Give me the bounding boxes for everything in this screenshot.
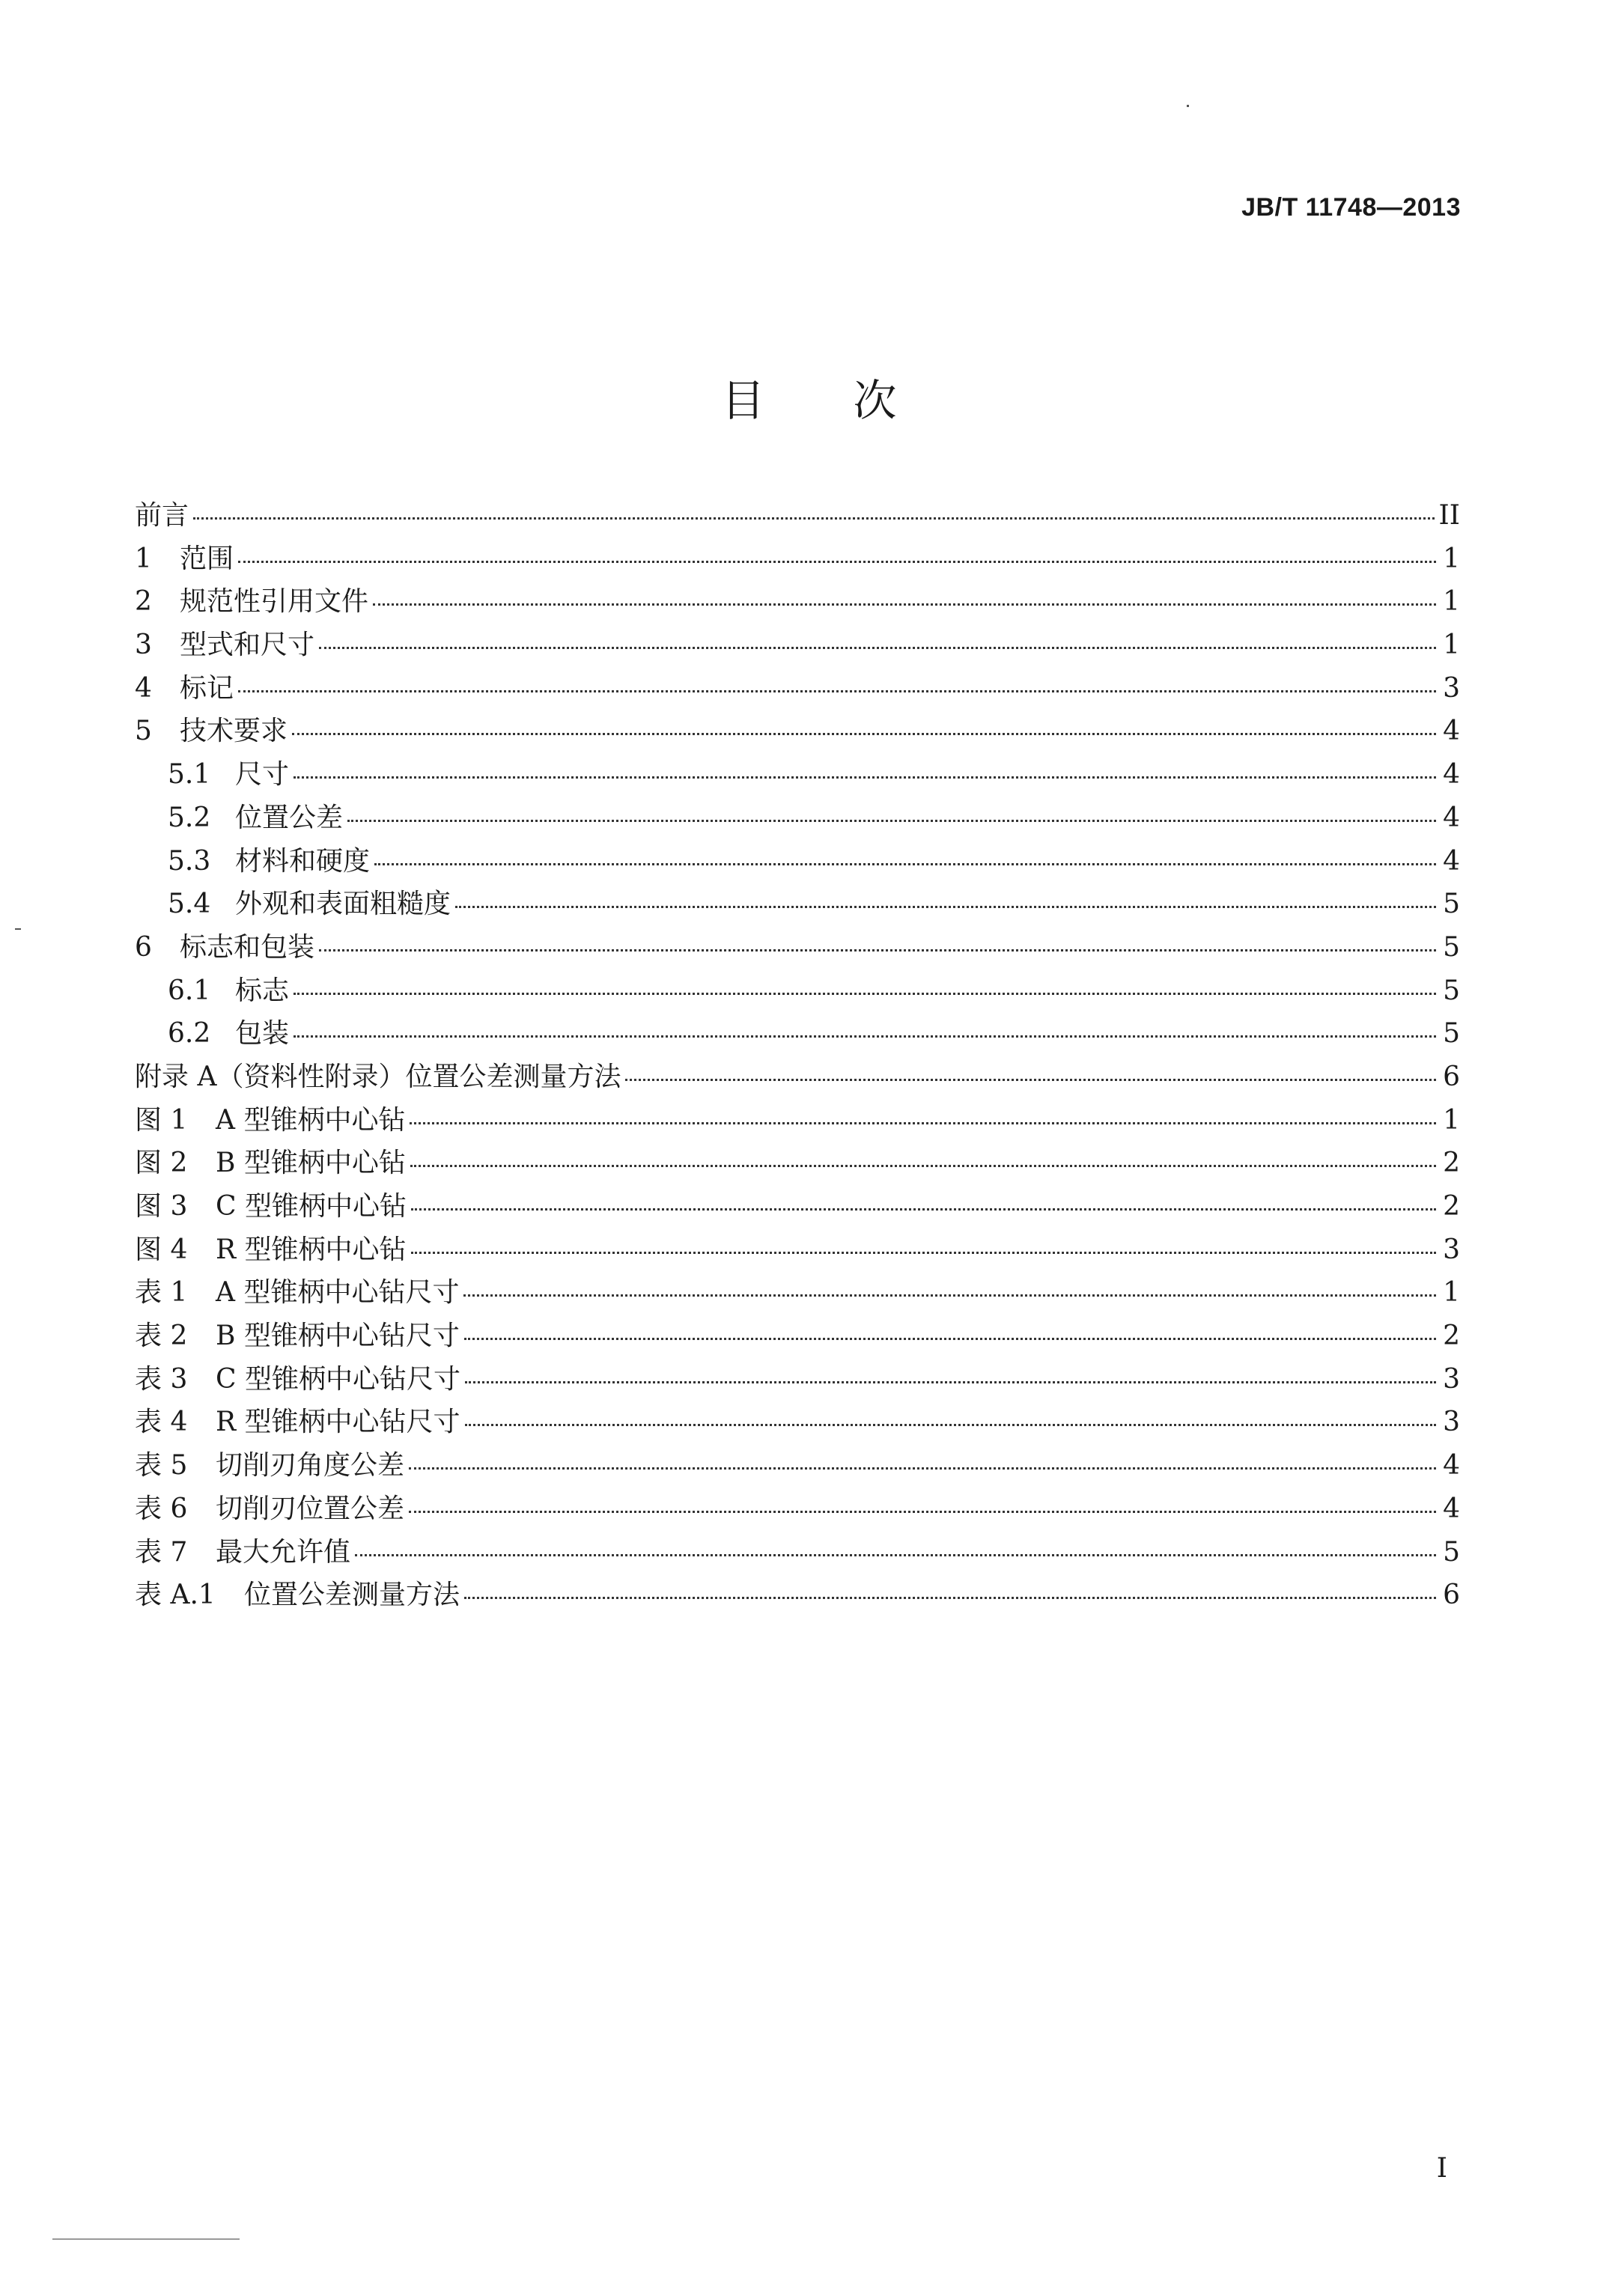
- toc-entry-label: B 型锥柄中心钻: [216, 1148, 406, 1179]
- toc-entry-label: 技术要求: [180, 716, 288, 747]
- toc-entry-label: R 型锥柄中心钻: [216, 1234, 407, 1265]
- toc-entry-label: 外观和表面粗糙度: [235, 889, 451, 920]
- dot-leader: [319, 647, 1436, 649]
- toc-entry-page: 4: [1443, 1450, 1460, 1482]
- toc-entry-number: 5.1: [168, 759, 211, 791]
- toc-entry[interactable]: [135, 1142, 1460, 1185]
- dot-leader: [464, 1338, 1436, 1340]
- toc-entry-label: 前言: [135, 500, 189, 531]
- toc-entry[interactable]: [135, 1185, 1460, 1228]
- toc-entry-label: A 型锥柄中心钻: [216, 1104, 406, 1136]
- toc-entry-number: 表 1: [135, 1277, 188, 1309]
- toc-entry-number: 图 2: [135, 1148, 188, 1179]
- toc-entry-number: 2: [135, 586, 152, 618]
- dot-leader: [411, 1252, 1436, 1254]
- toc-entry-number: 3: [135, 630, 152, 661]
- dot-leader: [294, 993, 1436, 995]
- toc-entry-page: 2: [1443, 1148, 1460, 1179]
- toc-entry-label: 附录 A（资料性附录）位置公差测量方法: [135, 1061, 621, 1092]
- toc-entry[interactable]: [135, 538, 1460, 581]
- toc-entry-number: 图 3: [135, 1191, 188, 1222]
- toc-entry[interactable]: [135, 580, 1460, 624]
- toc-entry-page: 5: [1443, 931, 1460, 963]
- toc-entry-label: 切削刃位置公差: [216, 1493, 405, 1524]
- toc-entry-number: 图 1: [135, 1104, 188, 1136]
- toc-entry-label: B 型锥柄中心钻尺寸: [216, 1321, 460, 1352]
- toc-entry-label: C 型锥柄中心钻: [216, 1191, 407, 1222]
- toc-entry-number: 表 5: [135, 1450, 188, 1482]
- scan-speck: [1187, 105, 1189, 107]
- toc-entry-number: 表 7: [135, 1536, 188, 1568]
- toc-entry-number: 5.2: [168, 802, 211, 833]
- dot-leader: [411, 1208, 1436, 1211]
- toc-entry-label: 标记: [180, 672, 234, 704]
- toc-entry-number: 5.4: [168, 889, 211, 920]
- toc-entry[interactable]: [135, 710, 1460, 753]
- toc-entry-page: 4: [1443, 1493, 1460, 1524]
- dot-leader: [455, 906, 1436, 908]
- toc-entry-number: 6: [135, 931, 152, 963]
- toc-entry-label: 标志和包装: [180, 931, 315, 963]
- dot-leader: [193, 517, 1435, 520]
- toc-entry-page: 1: [1443, 1104, 1460, 1136]
- toc-entry-number: 5.3: [168, 845, 211, 877]
- dot-leader: [409, 1511, 1436, 1513]
- toc-entry-page: 5: [1443, 1018, 1460, 1050]
- toc-entry-page: 1: [1443, 586, 1460, 618]
- toc-entry-number: 1: [135, 543, 152, 574]
- toc-entry-label: C 型锥柄中心钻尺寸: [216, 1363, 460, 1395]
- toc-entry[interactable]: [135, 624, 1460, 667]
- toc-entry-page: 2: [1443, 1191, 1460, 1222]
- toc-entry-page: 4: [1443, 802, 1460, 833]
- toc-entry[interactable]: [135, 1056, 1460, 1099]
- toc-entry-page: 3: [1443, 1407, 1460, 1438]
- dot-leader: [373, 603, 1436, 606]
- standard-number: JB/T 11748—2013: [1241, 193, 1461, 222]
- toc-entry-page: 5: [1443, 975, 1460, 1006]
- toc-entry-label: R 型锥柄中心钻尺寸: [216, 1407, 460, 1438]
- dot-leader: [463, 1294, 1436, 1297]
- toc-entry-page: 5: [1443, 1536, 1460, 1568]
- toc-entry-number: 表 3: [135, 1363, 188, 1395]
- toc-entry-label: 切削刃角度公差: [216, 1450, 405, 1482]
- toc-entry-label: A 型锥柄中心钻尺寸: [216, 1277, 460, 1309]
- dot-leader: [625, 1079, 1436, 1081]
- toc-entry[interactable]: [135, 1099, 1460, 1142]
- toc-entry[interactable]: [135, 969, 1460, 1013]
- scan-speck: [15, 928, 21, 930]
- toc-entry-page: 4: [1443, 716, 1460, 747]
- toc-entry[interactable]: [135, 1315, 1460, 1358]
- dot-leader: [347, 820, 1436, 822]
- dot-leader: [374, 863, 1436, 865]
- toc-entry[interactable]: [135, 1444, 1460, 1487]
- toc-entry-page: 1: [1443, 630, 1460, 661]
- toc-entry[interactable]: [135, 1487, 1460, 1531]
- toc-entry[interactable]: [135, 1531, 1460, 1574]
- dot-leader: [292, 733, 1436, 735]
- dot-leader: [355, 1554, 1436, 1556]
- toc-entry-label: 最大允许值: [216, 1536, 351, 1568]
- toc-entry-number: 6.1: [168, 975, 211, 1006]
- toc-entry-page: 3: [1443, 1234, 1460, 1265]
- dot-leader: [410, 1165, 1436, 1167]
- toc-entry-page: II: [1438, 500, 1460, 531]
- toc-entry[interactable]: [135, 494, 1460, 538]
- dot-leader: [410, 1122, 1436, 1124]
- toc-entry-label: 规范性引用文件: [180, 586, 369, 618]
- toc-entry[interactable]: [135, 1401, 1460, 1444]
- toc-entry-number: 6.2: [168, 1018, 211, 1050]
- toc-entry-label: 包装: [235, 1018, 290, 1050]
- toc-entry-page: 4: [1443, 845, 1460, 877]
- toc-entry-page: 3: [1443, 672, 1460, 704]
- scan-speck: [52, 2238, 240, 2240]
- toc-entry-label: 位置公差: [235, 802, 344, 833]
- dot-leader: [294, 1035, 1436, 1038]
- dot-leader: [319, 949, 1436, 951]
- dot-leader: [238, 690, 1436, 692]
- table-of-contents: [135, 494, 1460, 1617]
- page-title: 目次: [721, 375, 985, 426]
- toc-entry[interactable]: [135, 753, 1460, 797]
- toc-entry[interactable]: [135, 1012, 1460, 1056]
- toc-entry[interactable]: [135, 883, 1460, 926]
- toc-entry[interactable]: [135, 926, 1460, 969]
- toc-entry-page: 2: [1443, 1321, 1460, 1352]
- page-number: I: [1436, 2153, 1447, 2184]
- toc-entry-number: 表 A.1: [135, 1580, 216, 1611]
- toc-entry-number: 4: [135, 672, 152, 704]
- toc-entry-number: 表 4: [135, 1407, 188, 1438]
- toc-entry-label: 位置公差测量方法: [244, 1580, 460, 1611]
- toc-entry-page: 5: [1443, 889, 1460, 920]
- toc-entry-page: 6: [1443, 1580, 1460, 1611]
- toc-entry[interactable]: [135, 667, 1460, 710]
- toc-entry-page: 1: [1443, 1277, 1460, 1309]
- dot-leader: [409, 1467, 1436, 1470]
- toc-entry-number: 图 4: [135, 1234, 188, 1265]
- toc-entry[interactable]: [135, 1271, 1460, 1315]
- toc-entry[interactable]: [135, 840, 1460, 883]
- dot-leader: [465, 1381, 1436, 1383]
- toc-entry-number: 表 6: [135, 1493, 188, 1524]
- toc-entry-label: 范围: [180, 543, 234, 574]
- toc-entry-page: 6: [1443, 1061, 1460, 1092]
- toc-entry-page: 1: [1443, 543, 1460, 574]
- toc-entry[interactable]: [135, 1228, 1460, 1272]
- toc-entry[interactable]: [135, 1574, 1460, 1617]
- toc-entry-page: 3: [1443, 1363, 1460, 1395]
- dot-leader: [294, 776, 1436, 779]
- toc-entry-label: 标志: [235, 975, 290, 1006]
- toc-entry[interactable]: [135, 797, 1460, 840]
- dot-leader: [464, 1597, 1436, 1599]
- toc-entry-label: 材料和硬度: [235, 845, 371, 877]
- dot-leader: [238, 561, 1436, 563]
- toc-entry-label: 型式和尺寸: [180, 630, 315, 661]
- toc-entry-number: 表 2: [135, 1321, 188, 1352]
- toc-entry-page: 4: [1443, 759, 1460, 791]
- toc-entry-label: 尺寸: [235, 759, 290, 791]
- toc-entry-number: 5: [135, 716, 152, 747]
- dot-leader: [465, 1424, 1436, 1426]
- toc-entry[interactable]: [135, 1358, 1460, 1401]
